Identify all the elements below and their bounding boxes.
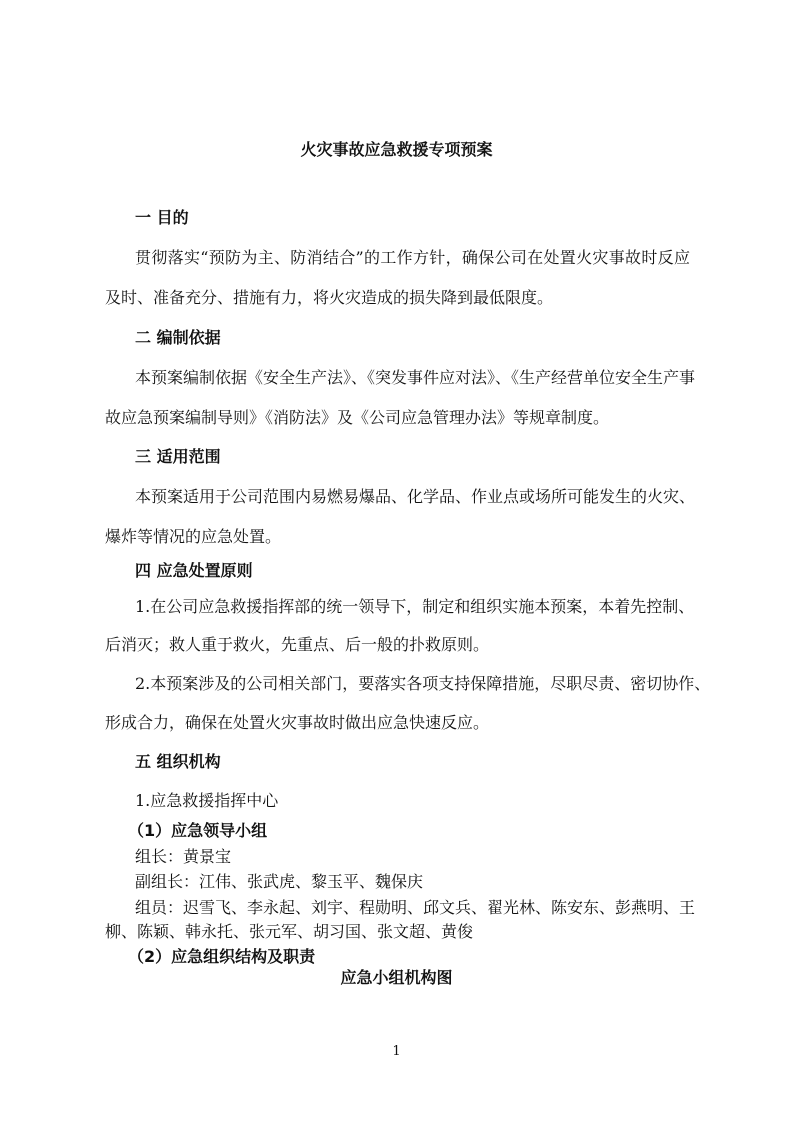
subheading: （2）应急组织结构及职责 <box>128 947 316 966</box>
deputy-line: 副组长：江伟、张武虎、黎玉平、魏保庆 <box>135 872 424 891</box>
section-heading: 二 编制依据 <box>135 328 221 347</box>
document-title: 火灾事故应急救援专项预案 <box>300 140 493 159</box>
paragraph-line: 本预案适用于公司范围内易燃易爆品、化学品、作业点或场所可能发生的火灾、 <box>135 487 696 506</box>
leader-line: 组长：黄景宝 <box>135 847 232 866</box>
paragraph-line: 爆炸等情况的应急处置。 <box>105 527 282 546</box>
page-number: 1 <box>392 1044 401 1059</box>
paragraph-line: 2.本预案涉及的公司相关部门，要落实各项支持保障措施，尽职尽责、密切协作、 <box>135 674 711 693</box>
chart-title: 应急小组机构图 <box>340 968 453 987</box>
section-heading: 三 适用范围 <box>135 447 221 466</box>
subheading: 1.应急救援指挥中心 <box>135 791 279 810</box>
section-heading: 五 组织机构 <box>135 752 221 771</box>
paragraph-line: 本预案编制依据《安全生产法》、《突发事件应对法》、《生产经营单位安全生产事 <box>135 368 696 387</box>
members-line: 组员：迟雪飞、李永起、刘宇、程勋明、邱文兵、翟光林、陈安东、彭燕明、王 <box>135 898 696 917</box>
paragraph-line: 及时、准备充分、措施有力，将火灾造成的损失降到最低限度。 <box>105 288 554 307</box>
paragraph-line: 故应急预案编制导则》《消防法》及《公司应急管理办法》等规章制度。 <box>105 408 610 427</box>
members-line: 柳、陈颖、韩永托、张元军、胡习国、张文超、黄俊 <box>105 922 474 941</box>
paragraph-line: 贯彻落实“预防为主、防消结合”的工作方针，确保公司在处置火灾事故时反应 <box>135 248 690 267</box>
paragraph-line: 后消灭；救人重于救火，先重点、后一般的扑救原则。 <box>105 635 490 654</box>
subheading: （1）应急领导小组 <box>128 821 268 840</box>
section-heading: 四 应急处置原则 <box>135 561 253 580</box>
paragraph-line: 1.在公司应急救援指挥部的统一领导下，制定和组织实施本预案，本着先控制、 <box>135 597 695 616</box>
section-heading: 一 目的 <box>135 208 189 227</box>
paragraph-line: 形成合力，确保在处置火灾事故时做出应急快速反应。 <box>105 713 490 732</box>
